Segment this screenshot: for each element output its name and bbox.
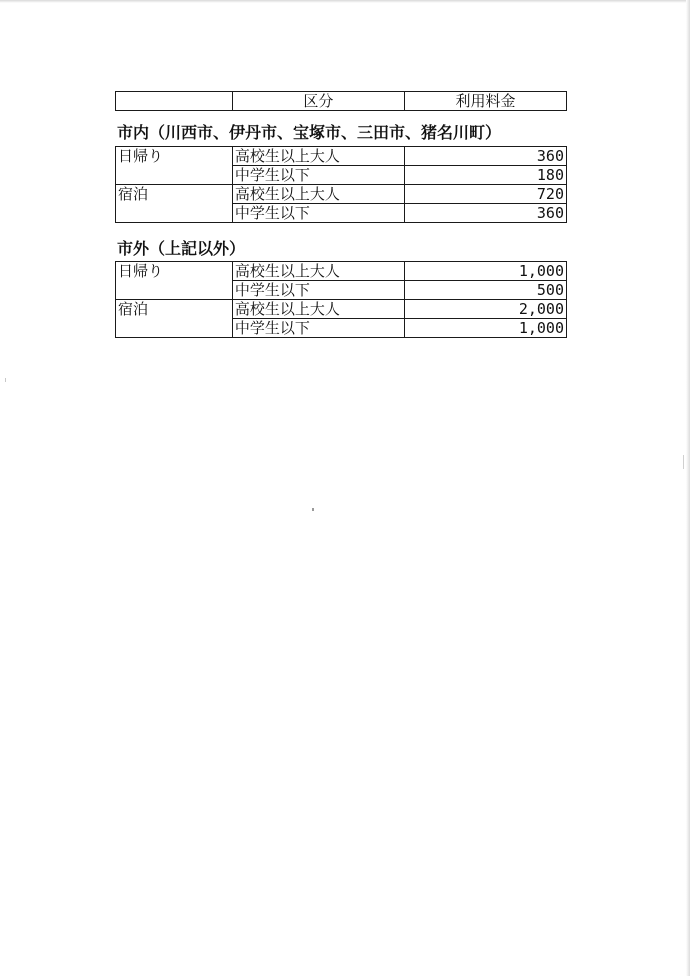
page-edge-shadow-right (686, 0, 690, 976)
scan-speck (5, 378, 6, 382)
fee-value-cell: 1,000 (405, 262, 567, 281)
fee-value-cell: 180 (405, 166, 567, 185)
fee-value-cell: 1,000 (405, 319, 567, 338)
header-table (115, 91, 567, 111)
age-label-cell: 中学生以下 (232, 319, 404, 338)
table-row (116, 300, 567, 319)
age-label-cell: 高校生以上大人 (232, 147, 404, 166)
fee-value-cell: 500 (405, 281, 567, 300)
inside-city-table-block (115, 146, 567, 223)
inside-city-table (115, 146, 567, 223)
type-cell-overnight: 宿泊 (116, 300, 233, 338)
outside-city-table (115, 261, 567, 338)
fee-value-cell: 360 (405, 147, 567, 166)
scan-speck (312, 508, 314, 511)
section-title-inside-city: 市内（川西市、伊丹市、宝塚市、三田市、猪名川町） (117, 123, 502, 142)
page-edge-shadow-top (0, 0, 690, 3)
table-row (116, 185, 567, 204)
header-blank-cell (116, 92, 233, 111)
table-row (116, 262, 567, 281)
age-label-cell: 中学生以下 (232, 166, 404, 185)
header-category-cell: 区分 (232, 92, 404, 111)
fee-value-cell: 360 (405, 204, 567, 223)
age-label-cell: 中学生以下 (232, 204, 404, 223)
scan-speck (683, 455, 684, 469)
fee-value-cell: 720 (405, 185, 567, 204)
age-label-cell: 高校生以上大人 (232, 262, 404, 281)
type-cell-day-trip: 日帰り (116, 262, 233, 300)
header-table-block (115, 91, 567, 111)
section-title-outside-city: 市外（上記以外） (117, 239, 246, 258)
age-label-cell: 中学生以下 (232, 281, 404, 300)
table-row (116, 147, 567, 166)
age-label-cell: 高校生以上大人 (232, 300, 404, 319)
type-cell-day-trip: 日帰り (116, 147, 233, 185)
type-cell-overnight: 宿泊 (116, 185, 233, 223)
age-label-cell: 高校生以上大人 (232, 185, 404, 204)
header-fee-cell: 利用料金 (405, 92, 567, 111)
fee-value-cell: 2,000 (405, 300, 567, 319)
outside-city-table-block (115, 261, 567, 338)
header-row (116, 92, 567, 111)
